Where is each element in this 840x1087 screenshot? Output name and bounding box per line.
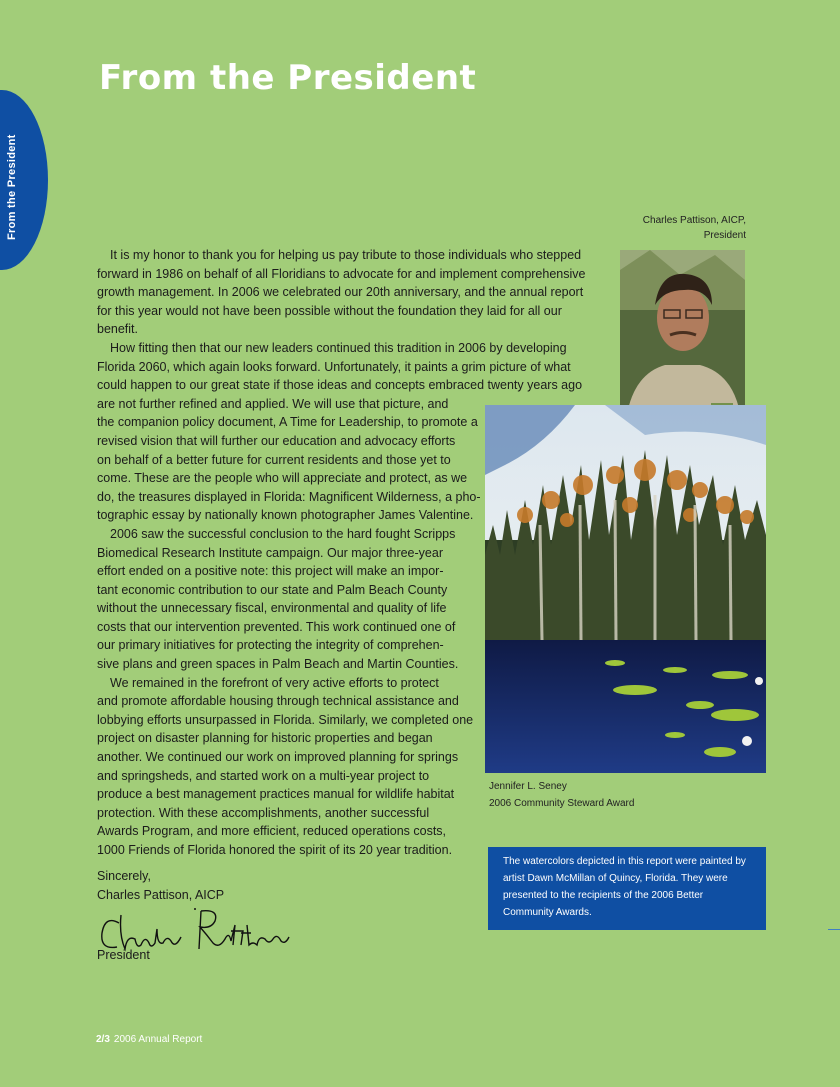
footer-label: 2006 Annual Report — [113, 1034, 203, 1045]
page-number: 2/3 — [96, 1034, 110, 1045]
body-line: It is my honor to thank you for helping us pay tribute to those individuals who stepped — [110, 248, 582, 262]
body-line: Biomedical Research Institute campaign. Our major three-year — [97, 545, 443, 560]
body-line: the companion policy document, A Time for Leadership, to promote a — [97, 415, 478, 430]
body-line: growth management. In 2006 we celebrated our 20th anniversary, and the annual report — [97, 285, 584, 300]
body-line: benefit. — [97, 322, 139, 337]
page-title: From the President — [99, 58, 477, 98]
body-line: Florida 2060, which again looks forward. Unfortunately, it paints a grim picture of what — [97, 359, 571, 374]
closing-sincerely: Sincerely, — [97, 869, 151, 883]
body-line: tographic essay by nationally known photographer James Valentine. — [97, 508, 474, 523]
body-line: without the unnecessary fiscal, environmental and quality of life — [97, 601, 447, 616]
body-line: Awards Program, and more efficient, reduced operations costs, — [97, 824, 447, 839]
body-line: tant economic contribution to our state and Palm Beach County — [97, 582, 448, 597]
body-line: forward in 1986 on behalf of all Floridians to advocate for and implement comprehensive — [97, 266, 586, 281]
body-line: and promote affordable housing through technical assistance and — [97, 694, 459, 709]
body-line: 1000 Friends of Florida honored the spirit of its 20 year tradition. — [97, 843, 453, 857]
body-line: do, the treasures displayed in Florida: Magnificent Wilderness, a pho- — [97, 489, 481, 504]
body-line: another. We continued our work on improved planning for springs — [97, 750, 459, 765]
closing — [97, 867, 224, 904]
letter-body — [97, 246, 585, 860]
credit-role: President — [703, 230, 746, 241]
edge-mark — [828, 929, 840, 930]
body-line: on behalf of a better future for current residents and those yet to — [97, 452, 451, 467]
closing-name: Charles Pattison, AICP — [97, 887, 225, 902]
photo-credit — [643, 213, 746, 243]
body-line: come. These are the people who will appreciate and protect, as we — [97, 471, 468, 486]
body-line: our primary initiatives for protecting the integrity of comprehen- — [97, 638, 444, 653]
body-line: lobbying efforts unsurpassed in Florida. Similarly, we completed one — [97, 712, 474, 727]
body-line: How fitting then that our new leaders continued this tradition in 2006 by developing — [110, 340, 567, 355]
body-line: 2006 saw the successful conclusion to the hard fought Scripps — [110, 526, 456, 541]
credit-name: Charles Pattison, AICP, — [642, 215, 746, 226]
body-line: produce a best management practices manual for wildlife habitat — [97, 787, 455, 802]
body-line: sive plans and green spaces in Palm Beach and Martin Counties. — [97, 657, 459, 672]
caption-name: Jennifer L. Seney — [489, 781, 567, 792]
body-line: could happen to our great state if those ideas and concepts embraced twenty years ago — [97, 378, 583, 393]
body-line: effort ended on a positive note: this project will make an impor- — [97, 564, 444, 579]
body-line: and springsheds, and started work on a multi-year project to — [97, 768, 430, 783]
body-line: revised vision that will further our education and advocacy efforts — [97, 433, 456, 448]
body-line: protection. With these accomplishments, another successful — [97, 805, 430, 820]
side-tab — [0, 90, 48, 270]
page-footer — [96, 1034, 202, 1045]
body-line: project on disaster planning for historic properties and began — [97, 731, 433, 746]
body-line: costs that our intervention prevented. This work continued one of — [97, 619, 456, 634]
side-tab-label: From the President — [6, 134, 18, 240]
caption-award: 2006 Community Steward Award — [489, 798, 635, 809]
closing-title: President — [97, 948, 150, 962]
body-line: We remained in the forefront of very active efforts to protect — [110, 675, 439, 690]
body-line: for this year would not have been possible without the foundation they laid for all our — [97, 303, 562, 318]
body-line: are not further refined and applied. We will use that picture, and — [97, 396, 449, 411]
watercolor-note: The watercolors depicted in this report were painted by artist Dawn McMillan of Quincy, Florida. They were presented to the recipients of the 2006 Better Community Awards. — [488, 847, 766, 930]
president-photo — [620, 250, 745, 428]
signature-image — [97, 905, 302, 973]
